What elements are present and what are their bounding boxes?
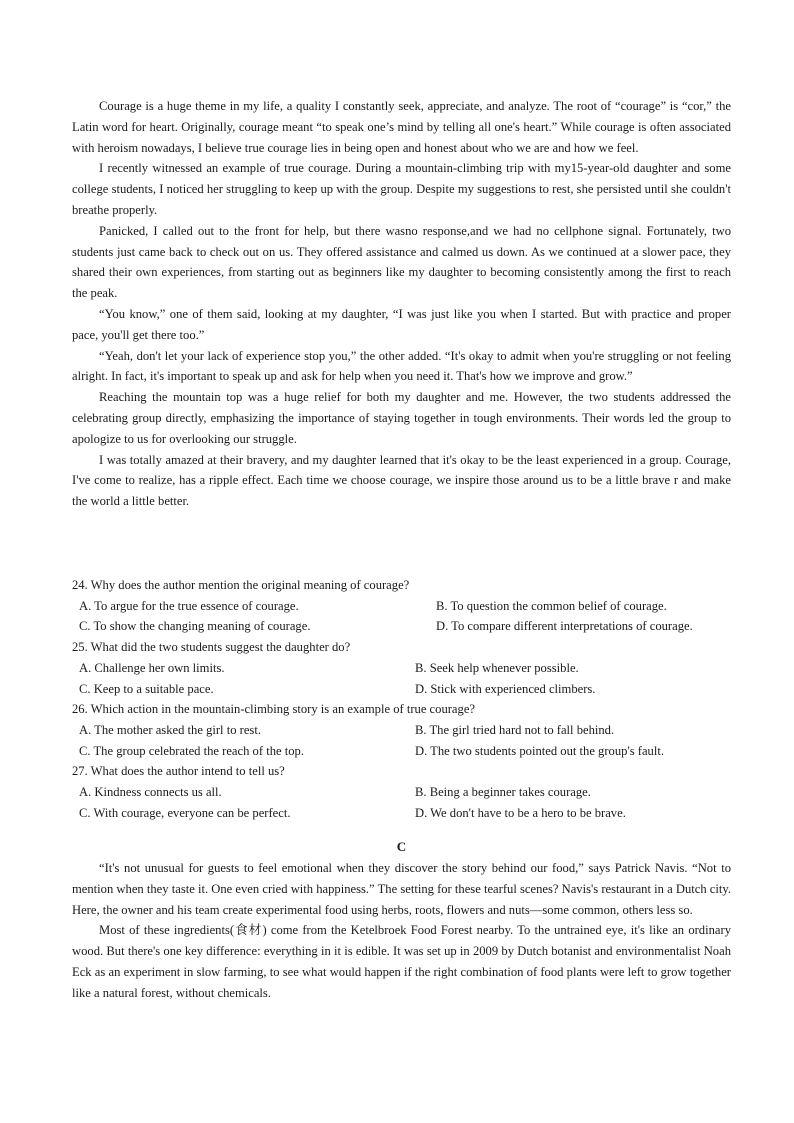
question-options	[72, 596, 731, 637]
question-stem: 26. Which action in the mountain-climbing story is an example of true courage?	[72, 702, 475, 717]
passage-paragraph: Most of these ingredients(食材) come from the Ketelbroek Food Forest nearby. To the untrained eye, it's like an ordinary wood. But there's one key difference: everything in it is edible. It was set up in 2009 by Dutch botanist and environmentalist Noah Eck as an experiment in slow farming, to see what would happen if the right combination of food plants were left to grow together like a natural forest, without chemicals.	[72, 923, 731, 1000]
question-options	[72, 782, 731, 823]
option-b: B. Being a beginner takes courage.	[415, 785, 591, 800]
passage-paragraph: I recently witnessed an example of true courage. During a mountain-climbing trip with my15-year-old daughter and some college students, I noticed her struggling to keep up with the group. Despite my suggestions to rest, she persisted until she couldn't breathe properly.	[72, 161, 731, 217]
passage-b	[72, 96, 731, 512]
option-c: C. The group celebrated the reach of the top.	[79, 743, 304, 758]
passage-paragraph: Panicked, I called out to the front for help, but there wasno response,and we had no cellphone signal. Fortunately, two students just came back to check out on us. They offered assistance and calmed us down. As we continued at a slower pace, they shared their own experiences, from starting out as beginners like my daughter to becoming consistently among the first to reach the peak.	[72, 223, 731, 301]
passage-paragraph: I was totally amazed at their bravery, and my daughter learned that it's okay to be the least experienced in a group. Courage, I've come to realize, has a ripple effect. Each time we choose courage, we inspire those around us to be a little brave r and make the world a little better.	[72, 452, 731, 509]
question-26	[72, 699, 731, 761]
option-a: A. The mother asked the girl to rest.	[79, 722, 261, 737]
option-d: D. To compare different interpretations of courage.	[436, 619, 693, 634]
question-27	[72, 761, 731, 823]
section-heading: C	[396, 839, 407, 854]
option-a: A. Kindness connects us all.	[79, 785, 222, 800]
option-b: B. Seek help whenever possible.	[415, 660, 579, 675]
passage-c	[72, 838, 731, 1004]
passage-paragraph: “It's not unusual for guests to feel emotional when they discover the story behind our food,” says Patrick Navis. “Not to mention when they taste it. One even cried with happiness.” The setting for these tearful scenes? Navis's restaurant in a Dutch city. Here, the owner and his team create experimental food using herbs, roots, flowers and nuts—some common, others less so.	[72, 861, 731, 917]
option-c: C. To show the changing meaning of courage.	[79, 619, 311, 634]
question-stem: 24. Why does the author mention the original meaning of courage?	[72, 578, 410, 592]
passage-paragraph: Courage is a huge theme in my life, a quality I constantly seek, appreciate, and analyze. The root of “courage” is “cor,” the Latin word for heart. Originally, courage meant “to speak one’s mind by telling all one's heart.” While courage is often associated with heroism nowadays, I believe true courage lies in being open and honest about who we are and how we feel.	[72, 99, 731, 155]
passage-paragraph: Reaching the mountain top was a huge relief for both my daughter and me. However, the two students addressed the celebrating group directly, emphasizing the importance of staying together in tough environments. Their words led the group to apologize to us for overlooking our struggle.	[72, 390, 731, 446]
option-c: C. With courage, everyone can be perfect.	[79, 805, 291, 820]
passage-paragraph: “Yeah, don't let your lack of experience stop you,” the other added. “It's okay to admit when you're struggling or not feeling alright. In fact, it's important to speak up and ask for help when you need it. That's how we improve and grow.”	[72, 348, 731, 384]
option-a: A. Challenge her own limits.	[79, 660, 225, 675]
option-a: A. To argue for the true essence of courage.	[79, 598, 299, 613]
question-options	[72, 720, 731, 761]
question-stem: 27. What does the author intend to tell us?	[72, 764, 285, 779]
question-25	[72, 637, 731, 699]
option-d: D. We don't have to be a hero to be brave.	[415, 805, 626, 820]
question-options	[72, 658, 731, 699]
option-d: D. Stick with experienced climbers.	[415, 681, 596, 696]
question-stem: 25. What did the two students suggest the daughter do?	[72, 640, 351, 655]
option-b: B. The girl tried hard not to fall behind.	[415, 722, 615, 737]
option-d: D. The two students pointed out the group's fault.	[415, 743, 664, 758]
question-24	[72, 575, 731, 637]
question-list	[72, 575, 731, 823]
passage-paragraph: “You know,” one of them said, looking at my daughter, “I was just like you when I started. But with practice and proper pace, you'll get there too.”	[72, 306, 731, 342]
option-b: B. To question the common belief of courage.	[436, 598, 667, 613]
option-c: C. Keep to a suitable pace.	[79, 681, 214, 696]
